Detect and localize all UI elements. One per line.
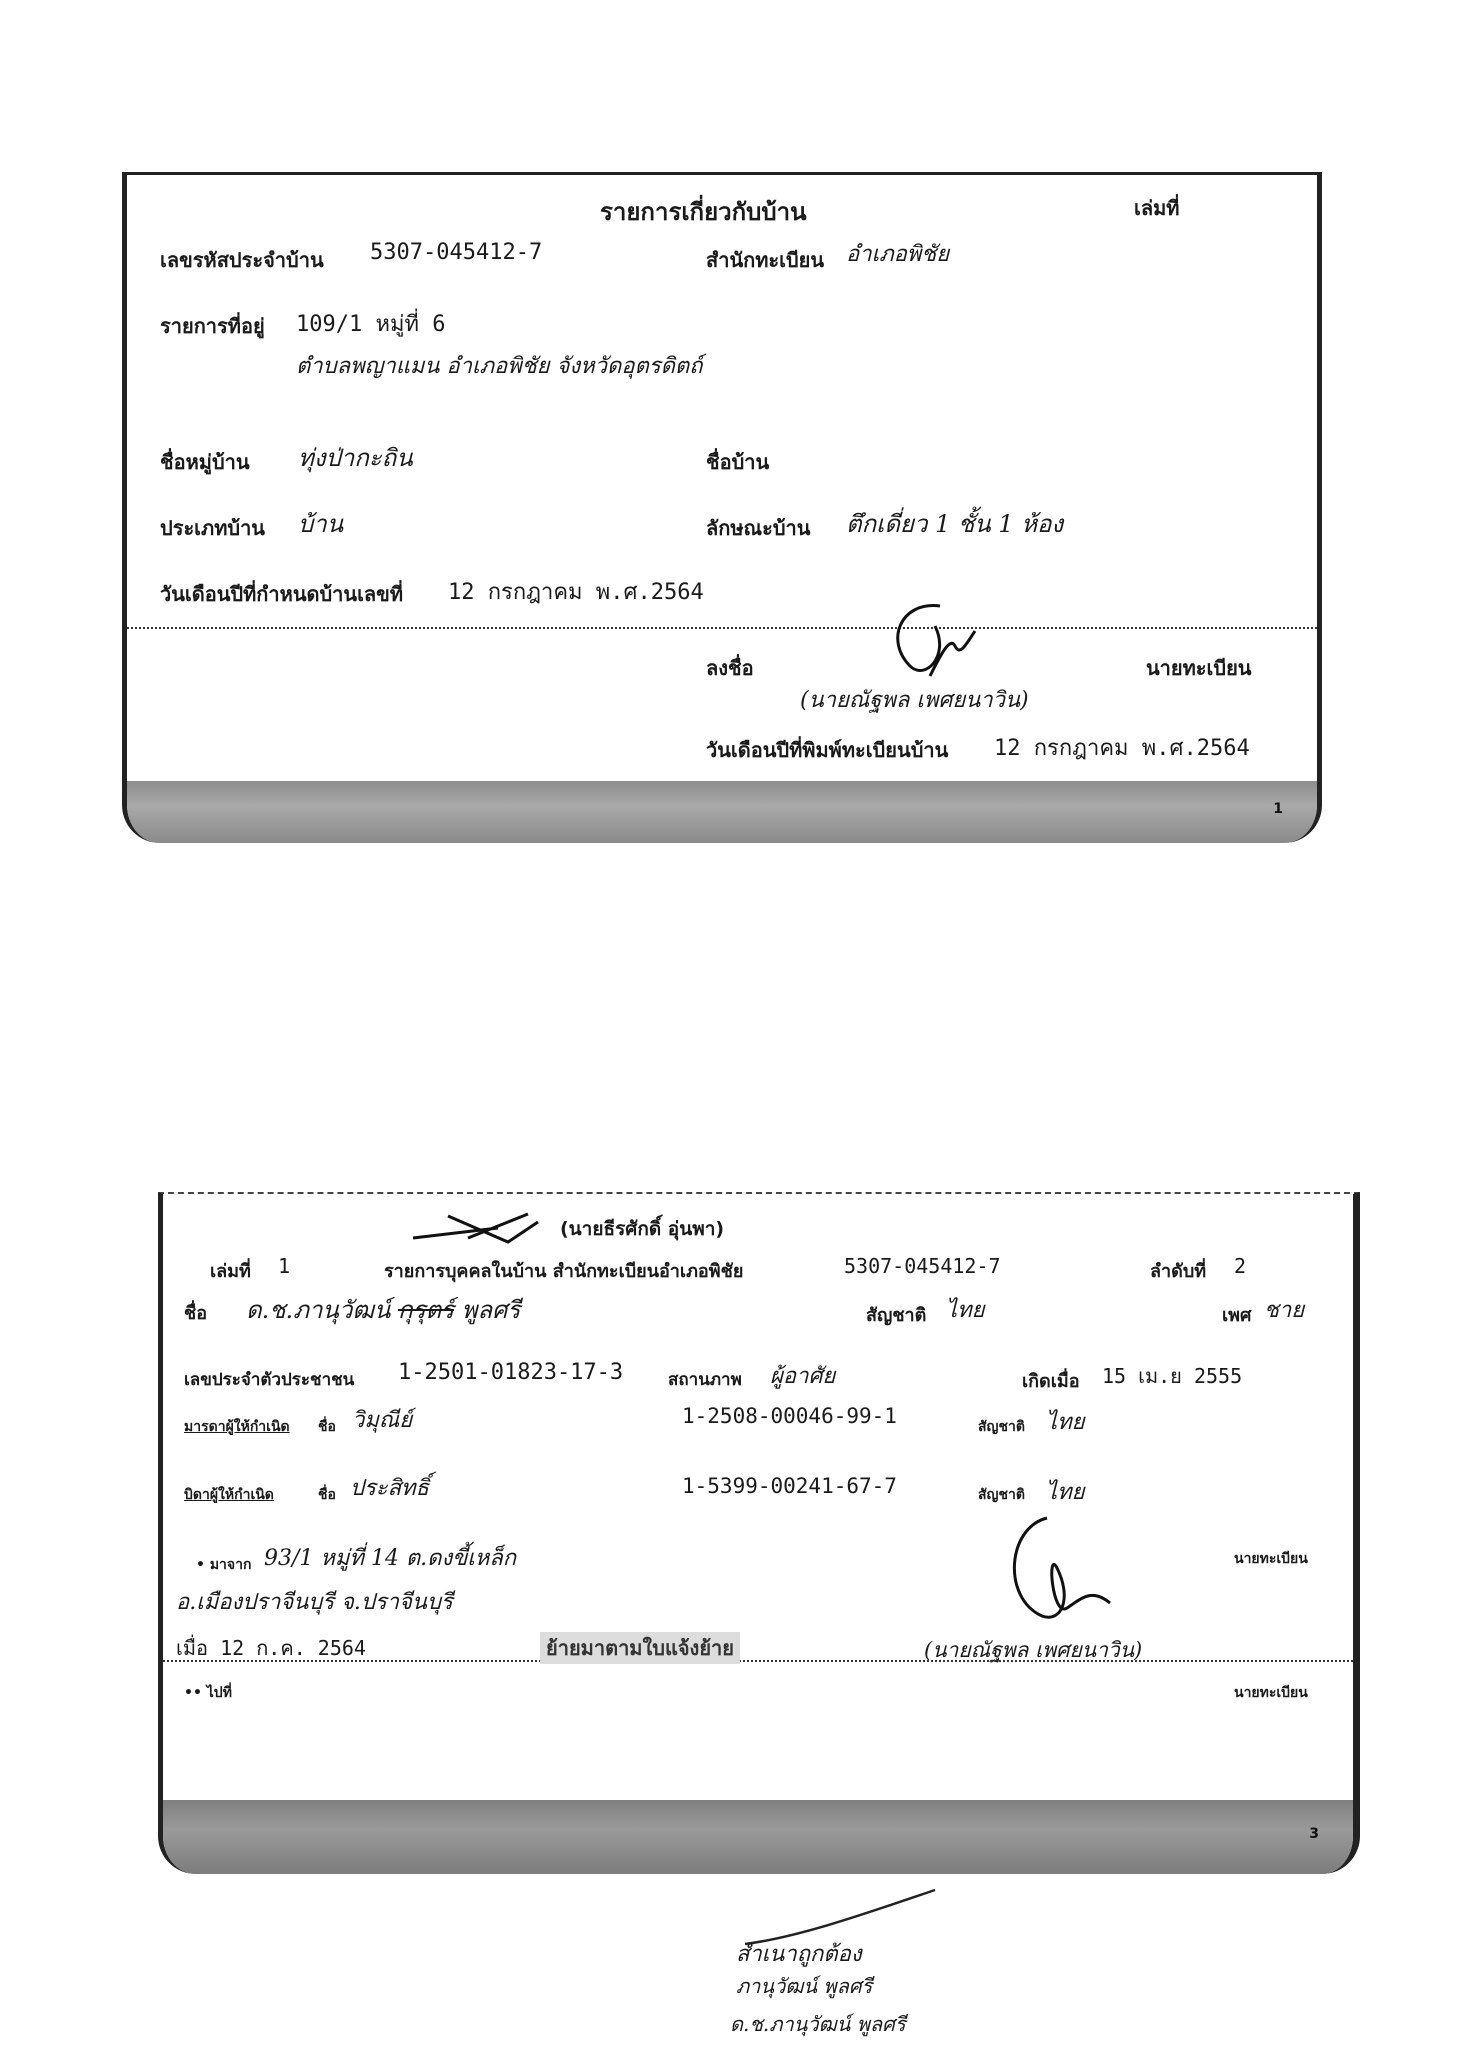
person-name [246, 1290, 520, 1329]
name-struck: กุรุตร์ [398, 1296, 454, 1324]
village: ทุ่งป่ากะถิน [298, 444, 413, 472]
page-footer-band [127, 781, 1317, 843]
house-name-label: ชื่อบ้าน [706, 450, 770, 474]
registrar-name: (นายณัฐพล เพศยนาวิน) [924, 1638, 1143, 1662]
mother-id: 1-2508-00046-99-1 [682, 1404, 897, 1428]
from-line1: 93/1 หมู่ที่ 14 ต.ดงขี้เหล็ก [264, 1546, 517, 1571]
printed-date: 12 กรกฎาคม พ.ศ.2564 [994, 736, 1250, 761]
registrar-label-2: นายทะเบียน [1234, 1685, 1308, 1701]
move-in-stamp: ย้ายมาตามใบแจ้งย้าย [540, 1632, 740, 1664]
house-code-label: เลขรหัสประจำบ้าน [160, 248, 324, 272]
certifier-signature [408, 1208, 548, 1248]
mother-label: มารดาผู้ให้กำเนิด [184, 1419, 290, 1435]
person-list-header: รายการบุคคลในบ้าน สำนักทะเบียนอำเภอพิชัย [384, 1261, 744, 1282]
registrar-signature [1002, 1508, 1122, 1628]
house-style: ตึกเดี่ยว 1 ชั้น 1 ห้อง [846, 510, 1064, 538]
father-id: 1-5399-00241-67-7 [682, 1474, 897, 1498]
page-title: รายการเกี่ยวกับบ้าน [600, 198, 807, 226]
registrar-label: นายทะเบียน [1234, 1551, 1308, 1567]
id-number: 1-2501-01823-17-3 [398, 1360, 624, 1385]
from-date: เมื่อ 12 ก.ค. 2564 [176, 1636, 366, 1660]
address-label: รายการที่อยู่ [160, 314, 265, 338]
registrar-label: นายทะเบียน [1146, 656, 1252, 680]
page-footer-band [163, 1800, 1353, 1874]
father-name: ประสิทธิ์ [350, 1476, 429, 1501]
nationality: ไทย [946, 1298, 985, 1323]
village-label: ชื่อหมู่บ้าน [160, 450, 250, 474]
father-nationality: ไทย [1046, 1480, 1085, 1505]
mother-nationality-label: สัญชาติ [978, 1419, 1025, 1435]
name-new: พูลศรี [461, 1296, 521, 1324]
divider [127, 627, 1317, 629]
book-number: 1 [278, 1254, 291, 1278]
seq-number: 2 [1234, 1254, 1247, 1278]
certification-line1: สำเนาถูกต้อง [736, 1942, 862, 1967]
registrar-name: (นายณัฐพล เพศยนาวิน) [800, 688, 1029, 713]
sex: ชาย [1264, 1298, 1305, 1323]
house-style-label: ลักษณะบ้าน [706, 516, 811, 540]
mother-nationality: ไทย [1046, 1410, 1085, 1435]
address-line1: 109/1 หมู่ที่ 6 [296, 312, 446, 337]
from-label: • มาจาก [196, 1557, 252, 1573]
born-label: เกิดเมื่อ [1022, 1371, 1080, 1392]
sign-label: ลงชื่อ [706, 656, 754, 680]
house-code: 5307-045412-7 [844, 1254, 1001, 1278]
house-type: บ้าน [298, 510, 344, 538]
book-label: เล่มที่ [210, 1261, 251, 1282]
printed-date-label: วันเดือนปีที่พิมพ์ทะเบียนบ้าน [706, 738, 949, 762]
registry-office: อำเภอพิชัย [846, 242, 950, 267]
page-number: 1 [1273, 801, 1283, 817]
page-number: 3 [1309, 1826, 1319, 1842]
mother-name: วิมุณีย์ [352, 1408, 413, 1433]
registrar-signature [880, 596, 1000, 686]
from-line2: อ.เมืองปราจีนบุรี จ.ปราจีนบุรี [176, 1590, 453, 1615]
father-nationality-label: สัญชาติ [978, 1487, 1025, 1503]
status: ผู้อาศัย [770, 1364, 836, 1389]
name-label: ชื่อ [184, 1303, 208, 1324]
status-label: สถานภาพ [668, 1370, 742, 1390]
assigned-date-label: วันเดือนปีที่กำหนดบ้านเลขที่ [160, 582, 404, 606]
address-line2: ตำบลพญาแมน อำเภอพิชัย จังหวัดอุตรดิตถ์ [296, 354, 703, 379]
father-name-label: ชื่อ [318, 1487, 336, 1503]
to-label: •• ไปที่ [184, 1685, 232, 1701]
name-prefix: ด.ช.ภานุวัฒน์ [246, 1296, 391, 1324]
certification-line2: ภานุวัฒน์ พูลศรี [736, 1974, 873, 1998]
sex-label: เพศ [1222, 1305, 1252, 1326]
house-code: 5307-045412-7 [370, 240, 543, 265]
house-type-label: ประเภทบ้าน [160, 516, 265, 540]
registry-office-label: สำนักทะเบียน [706, 248, 825, 272]
seq-label: ลำดับที่ [1150, 1261, 1207, 1282]
id-label: เลขประจำตัวประชาชน [184, 1370, 355, 1390]
certifier-name: (นายธีรศักดิ์ อุ่นพา) [560, 1218, 725, 1240]
father-label: บิดาผู้ให้กำเนิด [184, 1487, 274, 1503]
assigned-date: 12 กรกฎาคม พ.ศ.2564 [448, 580, 704, 605]
nationality-label: สัญชาติ [866, 1305, 927, 1326]
born-date: 15 เม.ย 2555 [1102, 1364, 1243, 1388]
mother-name-label: ชื่อ [318, 1419, 336, 1435]
book-label: เล่มที่ [1134, 196, 1180, 220]
certification-line3: ด.ช.ภานุวัฒน์ พูลศรี [730, 2012, 906, 2036]
